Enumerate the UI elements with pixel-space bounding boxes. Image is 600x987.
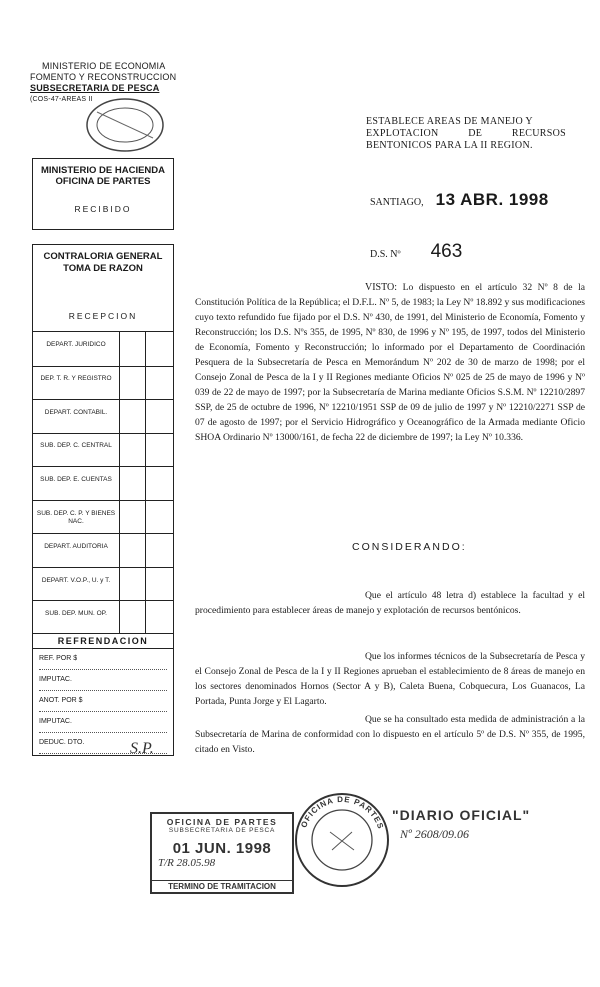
department-row [33,466,173,501]
refrendacion-row [39,691,167,712]
contraloria-stamp-box [32,244,174,756]
header-line-1: MINISTERIO DE ECONOMIA [42,61,166,71]
header-line-4: (COS-47-AREAS II [30,96,93,103]
refrendacion-row [39,649,167,670]
contraloria-line-1: CONTRALORIA GENERAL [43,251,163,262]
department-label: DEPART. JURIDICO [46,340,106,348]
division-seal-stamp [75,90,170,160]
place-date [370,190,590,210]
department-row [33,600,173,635]
department-label: SUB. DEP. C. P. Y BIENES NAC. [36,509,116,525]
refrendacion-label: IMPUTAC. [39,676,72,683]
header-line-2: FOMENTO Y RECONSTRUCCION [30,72,177,82]
title-line-3: BENTONICOS PARA LA II REGION. [366,140,533,151]
contraloria-line-2: TOMA DE RAZON [63,263,143,274]
title-line-2: EXPLOTACION DE RECURSOS [366,128,566,139]
refrendacion-row [39,712,167,733]
hacienda-line-2: OFICINA DE PARTES [55,176,151,187]
department-label: DEPART. CONTABIL. [44,408,108,416]
refrendacion-label: DEDUC. DTO. [39,739,85,746]
decree-date: 13 ABR. 1998 [435,190,549,209]
oficina-stamp-line-1: OFICINA DE PARTES [166,817,278,827]
hacienda-stamp-box [32,158,174,230]
decree-title [366,116,566,152]
considerando-item-3: Que se ha consultado esta medida de administración a la Subsecretaría de Marina de conformidad con lo dispuesto en el artículo 5º de D.S. Nº 355, de 1995, citado en Visto. [195,714,585,755]
oficina-stamp-line-2: SUBSECRETARIA DE PESCA [168,827,276,834]
department-row [33,366,173,401]
refrendacion-row [39,670,167,691]
decree-number [370,241,462,263]
considerando-heading: CONSIDERANDO: [352,541,467,553]
department-row [33,533,173,568]
visto-label: VISTO: [365,282,398,293]
header-line-3: SUBSECRETARIA DE PESCA [30,83,160,93]
round-seal-text: OFICINA DE PARTES [299,794,386,831]
hacienda-status: RECIBIDO [74,204,132,214]
visto-paragraph [195,280,585,445]
refrendacion-heading: REFRENDACION [33,633,173,649]
department-label: SUB. DEP. MUN. OP. [45,610,107,618]
diario-oficial-stamp [392,807,592,842]
considerando-item-1: Que el artículo 48 letra d) establece la facultad y el procedimiento para establecer áreas de manejo y explotación de recursos bentónicos. [195,590,585,616]
department-grid [33,331,173,634]
decree-label: D.S. Nº [370,249,401,260]
department-label: SUB. DEP. E. CUENTAS [40,475,112,483]
title-line-1: ESTABLECE AREAS DE MANEJO Y [366,116,533,127]
department-label: SUB. DEP. C. CENTRAL [40,442,112,450]
oficina-stamp-footer: TERMINO DE TRAMITACION [152,880,292,892]
oficina-stamp-date: 01 JUN. 1998 [172,840,272,857]
department-row [33,332,173,366]
diario-number: Nº 2608/09.06 [400,827,470,841]
department-label: DEPART. AUDITORIA [44,543,108,551]
initials-mark: S.P. [130,740,154,757]
refrendacion-label: IMPUTAC. [39,718,72,725]
oficina-stamp-handwritten: T/R 28.05.98 [158,857,216,869]
refrendacion-label: REF. POR $ [39,655,78,662]
department-row [33,399,173,434]
department-row [33,500,173,535]
considerando-item-2: Que los informes técnicos de la Subsecretaría de Pesca y el Consejo Zonal de Pesca de la I y II Regiones aprueban el establecimiento de 8 áreas de manejo en los sectores denominados Hornos (Sector A y B), Caleta Buena, Cobquecura, Los Guanacos, La Portada, Punta Jorge y El Lagarto. [195,651,585,707]
department-label: DEP. T. R. Y REGISTRO [40,375,112,383]
contraloria-status: RECEPCION [68,311,138,321]
diario-title: "DIARIO OFICIAL" [392,807,531,823]
round-office-seal [290,788,395,893]
refrendacion-rows [33,649,173,754]
oficina-partes-stamp [150,812,294,894]
department-row [33,433,173,468]
visto-text: Lo dispuesto en el artículo 32 Nº 8 de la Constitución Política de la República; el D.F.L. Nº 5, de 1983; la Ley Nº 18.892 y sus modificaciones cuyo texto refundido fue fijado por el D.S. Nº 430, de 1991, del Ministerio de Economía, Fomento y Reconstrucción; los D.S. Nºs 355, de 1995, Nº 830, de 1996 y Nº 195, de 1997, todos del Ministerio de Economía, Fomento y Reconstrucción; lo informado por el Departamento de Coordinación Pesquera de la Subsecretaría de Pesca en Memorándum Nº 202 de 30 de marzo de 1998; por el Consejo Zonal de Pesca de la I y II Regiones mediante Oficios Nº 025 de 25 de mayo de 1996 y Nº 039 de 22 de mayo de 1997; por la Subsecretaría de Marina mediante Oficios S.S.M. Nº 12210/2897 SSP, de 25 de octubre de 1996, Nº 12210/1951 SSP de 09 de julio de 1997 y Nº 12210/2271 SSP de 07 de agosto de 1997; por el Servicio Hidrográfico y Oceanográfico de la Armada mediante Oficio SHOA Ordinario Nº 13000/161, de fecha 22 de diciembre de 1997; la Ley Nº 10.336. [195,282,585,443]
svg-text:OFICINA DE PARTES [299,795,385,831]
place-city: SANTIAGO, [370,197,424,208]
decree-number-value: 463 [430,241,463,262]
department-row [33,567,173,602]
refrendacion-label: ANOT. POR $ [39,697,83,704]
hacienda-line-1: MINISTERIO DE HACIENDA [40,165,166,176]
department-label: DEPART. V.O.P., U. y T. [41,576,111,584]
